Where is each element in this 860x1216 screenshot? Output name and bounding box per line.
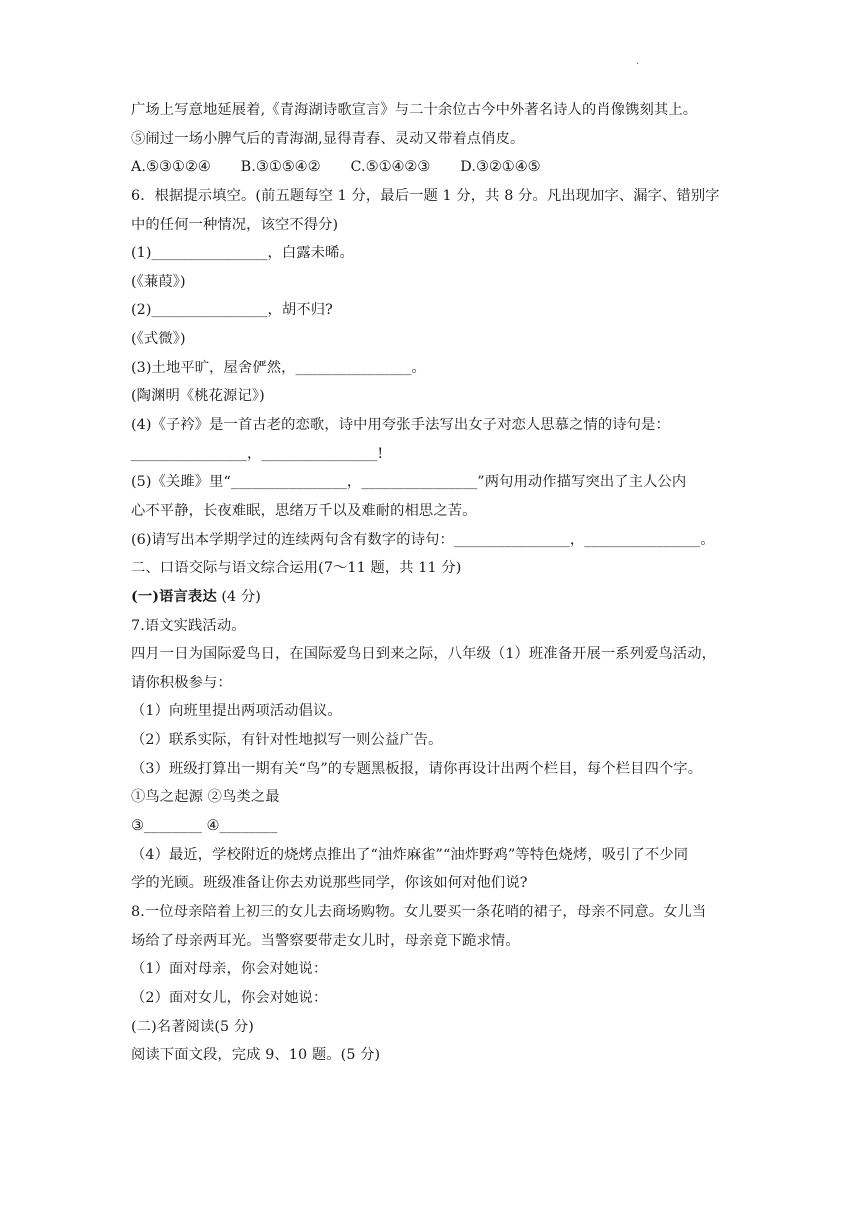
text-line [131,1045,741,1065]
line-text: (3)土地平旷，屋舍俨然，________________。 [131,359,426,376]
text-line [131,186,741,206]
line-text: （1）面对母亲，你会对她说： [131,961,328,978]
text-line [131,787,741,807]
answer-option: C.⑤①④②③ [350,159,431,176]
line-text: (《蒹葭》) [131,273,186,290]
text-line [131,300,741,320]
text-line [131,243,741,263]
text-line [131,329,741,349]
text-line [131,100,741,120]
text-line [131,501,741,521]
line-text: (陶渊明《桃花源记》) [131,388,265,405]
text-line [131,1017,741,1037]
line-text: ①鸟之起源 ②鸟类之最 [131,789,280,806]
line-text: 中的任何一种情况，该空不得分) [131,216,339,233]
line-text: (5)《关雎》里“________________，________________”两句用动作描写突出了主人公内 [131,474,687,491]
line-text: 阅读下面文段，完成 9、10 题。(5 分) [131,1047,381,1064]
text-line [131,444,741,464]
text-line [131,644,741,664]
answer-option: B.③①⑤④② [240,159,321,176]
line-text: 四月一日为国际爱鸟日，在国际爱鸟日到来之际，八年级（1）班准备开展一系列爱鸟活动， [131,646,717,663]
text-line [131,358,741,378]
text-line [131,415,741,435]
answer-option: A.⑤③①②④ [131,159,211,176]
text-line [131,988,741,1008]
line-text: 请你积极参与： [131,674,232,691]
line-text: 7.语文实践活动。 [131,617,246,634]
line-text: (6)请写出本学期学过的连续两句含有数字的诗句：________________，________________。 [131,531,715,548]
text-line [131,530,741,550]
text-line [131,616,741,636]
section-heading: (一)语言表达 [131,588,217,605]
line-text: 广场上写意地延展着,《青海湖诗歌宣言》与二十余位古今中外著名诗人的肖像镌刻其上。 [131,102,698,118]
text-line [131,129,741,149]
line-text: 6．根据提示填空。(前五题每空 1 分，最后一题 1 分，共 8 分。凡出现加字、漏字、错别字 [131,187,720,204]
text-line [131,902,741,922]
text-line [131,759,741,779]
answer-options [131,157,741,177]
line-text: 心不平静，长夜难眠，思绪万千以及难耐的相思之苦。 [131,502,477,519]
text-line [131,816,741,836]
text-line [131,558,741,578]
line-text: ③________ ④________ [131,818,278,835]
line-text: (2)________________，胡不归? [131,302,333,319]
header-dot: . [636,56,640,67]
line-text: (二)名著阅读(5 分) [131,1018,254,1035]
text-line [131,587,741,607]
text-line [131,845,741,865]
text-line [131,272,741,292]
line-text: （4）最近，学校附近的烧烤点推出了“油炸麻雀”“油炸野鸡”等特色烧烤，吸引了不少同 [131,846,689,863]
text-line [131,215,741,235]
text-line [131,873,741,893]
line-text: （1）向班里提出两项活动倡议。 [131,703,342,720]
line-text: 二、口语交际与语文综合运用(7～11 题，共 11 分) [131,560,462,577]
line-text: 学的光顾。班级准备让你去劝说那些同学，你该如何对他们说? [131,875,528,892]
document-body [131,100,741,1074]
line-text: (4)《子衿》是一首古老的恋歌，诗中用夸张手法写出女子对恋人思慕之情的诗句是： [131,417,670,434]
line-text: ________________，________________! [131,445,384,462]
line-text: (4 分) [216,588,261,605]
line-text: （2）面对女儿，你会对她说： [131,989,328,1006]
line-text: (《式微》) [131,331,186,348]
text-line [131,730,741,750]
line-text: 场给了母亲两耳光。当警察要带走女儿时，母亲竟下跪求情。 [131,932,520,949]
line-text: （3）班级打算出一期有关“鸟”的专题黑板报，请你再设计出两个栏目，每个栏目四个字。 [131,760,703,777]
text-line [131,386,741,406]
text-line [131,472,741,492]
text-line [131,931,741,951]
line-text: 8.一位母亲陪着上初三的女儿去商场购物。女儿要买一条花哨的裙子，母亲不同意。女儿当 [131,903,707,920]
text-line [131,701,741,721]
text-line [131,959,741,979]
line-text: （2）联系实际，有针对性地拟写一则公益广告。 [131,732,443,749]
answer-option: D.③②①④⑤ [460,159,541,176]
line-text: (1)________________，白露未晞。 [131,245,354,262]
line-text: ⑤闹过一场小脾气后的青海湖,显得青春、灵动又带着点俏皮。 [131,130,525,147]
text-line [131,673,741,693]
